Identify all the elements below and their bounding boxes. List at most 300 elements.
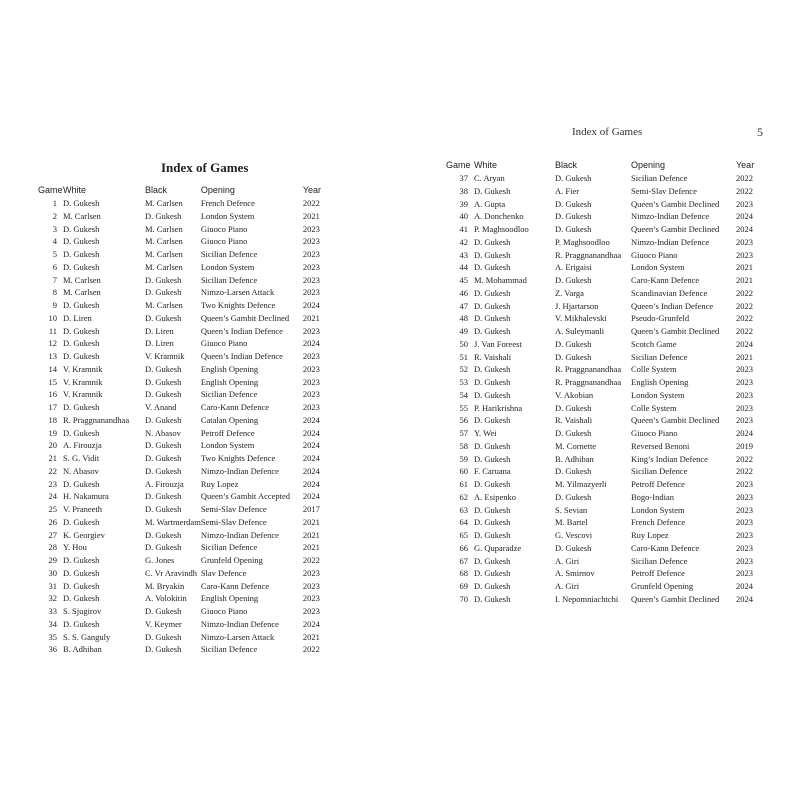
table-row — [446, 236, 764, 249]
white-player-cell: D. Gukesh — [474, 440, 511, 451]
year-cell: 2022 — [736, 326, 753, 336]
black-player-cell: V. Mikhalevski — [555, 313, 607, 324]
black-player-cell: M. Carlsen — [145, 249, 183, 259]
game-number-cell: 7 — [52, 274, 57, 285]
opening-cell: Scandinavian Defence — [631, 287, 708, 298]
white-player-cell: D. Gukesh — [63, 402, 100, 412]
table-row — [446, 312, 764, 325]
opening-cell: Caro-Kann Defence — [631, 542, 700, 553]
white-player-cell: D. Gukesh — [63, 223, 100, 234]
black-player-cell: D. Gukesh — [555, 275, 592, 285]
game-number-cell: 16 — [48, 389, 57, 400]
white-player-cell: D. Gukesh — [63, 338, 100, 349]
opening-cell: London System — [631, 389, 685, 400]
black-player-cell: R. Praggnanandhaa — [555, 249, 622, 260]
opening-cell: English Opening — [200, 376, 259, 387]
year-cell: 2023 — [302, 249, 320, 259]
year-cell: 2023 — [736, 236, 753, 247]
black-player-cell: D. Gukesh — [145, 491, 182, 502]
games-table-left-body — [38, 197, 331, 656]
opening-cell: Colle System — [631, 402, 677, 413]
year-cell: 2023 — [302, 236, 320, 247]
opening-cell: Grunfeld Opening — [631, 581, 694, 591]
game-number-cell: 37 — [459, 173, 468, 183]
black-player-cell: D. Gukesh — [145, 440, 182, 451]
opening-cell: Scotch Game — [631, 338, 677, 349]
year-cell: 2023 — [302, 389, 320, 400]
year-cell: 2023 — [302, 287, 320, 298]
table-row — [446, 453, 764, 466]
table-row — [38, 286, 331, 299]
table-row — [446, 414, 764, 427]
table-row — [446, 172, 764, 185]
white-player-cell: B. Adhiban — [63, 644, 102, 655]
year-cell: 2023 — [736, 504, 753, 515]
year-cell: 2023 — [302, 261, 320, 272]
black-player-cell: M. Carlsen — [145, 223, 183, 234]
black-player-cell: R. Praggnanandhaa — [555, 377, 622, 387]
year-cell: 2024 — [302, 618, 320, 629]
opening-cell: Giuoco Piano — [200, 338, 248, 349]
game-number-cell: 53 — [459, 377, 468, 387]
table-row — [38, 210, 331, 223]
black-player-cell: A. Suleymanli — [555, 326, 605, 336]
white-player-cell: J. Van Foreest — [474, 338, 522, 349]
column-header-game: Game — [446, 160, 471, 170]
white-player-cell: D. Gukesh — [63, 351, 100, 361]
white-player-cell: M. Carlsen — [63, 274, 101, 285]
opening-cell: Ruy Lopez — [631, 530, 669, 540]
year-cell: 2021 — [302, 542, 320, 553]
black-player-cell: D. Gukesh — [555, 211, 592, 222]
game-number-cell: 59 — [459, 453, 468, 464]
column-header-white: White — [63, 185, 87, 195]
black-player-cell: A. Giri — [555, 581, 580, 591]
opening-cell: London System — [200, 210, 255, 221]
opening-cell: Giuoco Piano — [631, 249, 678, 260]
year-cell: 2023 — [302, 567, 320, 578]
year-cell: 2023 — [302, 274, 320, 285]
game-number-cell: 35 — [48, 631, 57, 642]
game-number-cell: 66 — [459, 542, 468, 553]
opening-cell: Giuoco Piano — [631, 428, 678, 438]
column-header-game: Game — [38, 185, 63, 195]
table-row — [446, 249, 764, 262]
table-row — [446, 261, 764, 274]
black-player-cell: D. Gukesh — [145, 529, 182, 540]
year-cell: 2022 — [302, 644, 320, 655]
white-player-cell: Y. Hou — [63, 542, 87, 553]
game-number-cell: 69 — [459, 581, 468, 591]
game-number-cell: 1 — [52, 198, 57, 208]
black-player-cell: D. Gukesh — [555, 173, 592, 183]
table-row — [446, 210, 764, 223]
table-row — [446, 440, 764, 453]
white-player-cell: D. Gukesh — [474, 262, 511, 273]
year-cell: 2024 — [302, 453, 320, 463]
white-player-cell: D. Gukesh — [474, 313, 511, 324]
white-player-cell: D. Gukesh — [63, 555, 100, 565]
white-player-cell: D. Gukesh — [63, 300, 100, 310]
game-number-cell: 46 — [459, 287, 468, 298]
table-row — [446, 185, 764, 198]
table-header-row — [38, 183, 331, 197]
white-player-cell: D. Gukesh — [474, 236, 511, 247]
black-player-cell: D. Gukesh — [145, 504, 182, 514]
black-player-cell: M. Bryakin — [145, 580, 185, 591]
opening-cell: London System — [631, 504, 685, 515]
year-cell: 2021 — [736, 275, 753, 285]
game-number-cell: 49 — [459, 326, 468, 336]
year-cell: 2024 — [302, 478, 320, 489]
white-player-cell: D. Gukesh — [474, 517, 511, 528]
game-number-cell: 24 — [48, 491, 57, 502]
table-row — [446, 542, 764, 555]
white-player-cell: N. Abasov — [63, 465, 99, 476]
opening-cell: Semi-Slav Defence — [631, 185, 697, 196]
opening-cell: Nimzo-Indian Defence — [200, 618, 279, 629]
white-player-cell: D. Gukesh — [63, 427, 100, 438]
games-table-right — [446, 158, 764, 606]
white-player-cell: D. Gukesh — [63, 198, 100, 208]
table-row — [446, 427, 764, 440]
opening-cell: Sicilian Defence — [631, 555, 688, 566]
year-cell: 2024 — [736, 211, 753, 222]
game-number-cell: 48 — [459, 313, 468, 324]
game-number-cell: 44 — [459, 262, 468, 273]
table-row — [38, 490, 331, 503]
game-number-cell: 11 — [48, 325, 57, 336]
table-row — [446, 478, 764, 491]
year-cell: 2021 — [302, 210, 320, 221]
table-row — [38, 465, 331, 478]
black-player-cell: D. Gukesh — [145, 312, 182, 323]
white-player-cell: D. Liren — [63, 312, 92, 323]
black-player-cell: A. Giri — [555, 555, 580, 566]
opening-cell: London System — [200, 440, 255, 451]
game-number-cell: 40 — [459, 211, 468, 222]
game-number-cell: 22 — [48, 465, 57, 476]
opening-cell: Pseudo-Grunfeld — [631, 313, 690, 324]
white-player-cell: D. Gukesh — [474, 568, 511, 579]
year-cell: 2021 — [302, 529, 320, 540]
year-cell: 2022 — [736, 466, 753, 477]
year-cell: 2024 — [302, 300, 320, 310]
black-player-cell: D. Gukesh — [555, 198, 592, 209]
opening-cell: Sicilian Defence — [200, 274, 258, 285]
game-number-cell: 25 — [48, 504, 57, 514]
black-player-cell: G. Vescovi — [555, 530, 593, 540]
white-player-cell: D. Gukesh — [474, 479, 511, 489]
black-player-cell: R. Praggnanandhaa — [555, 364, 622, 375]
game-number-cell: 56 — [459, 415, 468, 426]
white-player-cell: D. Gukesh — [63, 567, 100, 578]
opening-cell: Nimzo-Indian Defence — [631, 211, 710, 222]
black-player-cell: M. Carlsen — [145, 300, 183, 310]
white-player-cell: D. Gukesh — [63, 478, 100, 489]
black-player-cell: M. Carlsen — [145, 198, 183, 208]
white-player-cell: A. Firouzja — [63, 440, 102, 451]
table-row — [38, 261, 331, 274]
game-number-cell: 58 — [459, 440, 468, 451]
opening-cell: Queen’s Gambit Declined — [631, 198, 720, 209]
game-number-cell: 34 — [48, 618, 57, 629]
year-cell: 2024 — [302, 465, 320, 476]
year-cell: 2023 — [736, 249, 753, 260]
opening-cell: Queen’s Gambit Declined — [631, 415, 720, 426]
white-player-cell: D. Gukesh — [63, 516, 100, 527]
table-row — [446, 491, 764, 504]
table-row — [38, 618, 331, 631]
white-player-cell: D. Gukesh — [474, 185, 511, 196]
year-cell: 2023 — [302, 402, 320, 412]
table-row — [38, 516, 331, 529]
year-cell: 2023 — [736, 364, 753, 375]
game-number-cell: 70 — [459, 593, 468, 604]
table-row — [38, 235, 331, 248]
table-row — [446, 325, 764, 338]
opening-cell: Sicilian Defence — [200, 389, 258, 400]
white-player-cell: D. Gukesh — [63, 593, 100, 604]
year-cell: 2022 — [736, 173, 753, 183]
black-player-cell: I. Nepomniachtchi — [555, 593, 619, 604]
year-cell: 2024 — [736, 338, 753, 349]
white-player-cell: V. Kramnik — [63, 363, 103, 374]
black-player-cell: D. Gukesh — [555, 466, 592, 477]
black-player-cell: M. Wartmerdam — [145, 516, 201, 527]
game-number-cell: 55 — [459, 402, 468, 413]
white-player-cell: A. Gupta — [474, 198, 506, 209]
table-row — [446, 274, 764, 287]
white-player-cell: H. Nakamura — [63, 491, 109, 502]
opening-cell: Two Knights Defence — [200, 300, 276, 310]
table-row — [446, 363, 764, 376]
game-number-cell: 23 — [48, 478, 57, 489]
opening-cell: Giuoco Piano — [200, 606, 248, 616]
year-cell: 2024 — [302, 440, 320, 451]
game-number-cell: 50 — [459, 338, 468, 349]
opening-cell: Queen’s Indian Defence — [631, 300, 714, 311]
black-player-cell: D. Gukesh — [145, 453, 182, 463]
game-number-cell: 36 — [48, 644, 57, 655]
white-player-cell: V. Kramnik — [63, 389, 103, 400]
white-player-cell: P. Harikrishna — [474, 402, 523, 413]
table-row — [446, 402, 764, 415]
black-player-cell: B. Adhiban — [555, 453, 594, 464]
opening-cell: Sicilian Defence — [200, 249, 258, 259]
white-player-cell: D. Gukesh — [63, 325, 100, 336]
year-cell: 2023 — [302, 363, 320, 374]
table-row — [38, 401, 331, 414]
white-player-cell: D. Gukesh — [63, 580, 100, 591]
table-row — [38, 452, 331, 465]
game-number-cell: 4 — [52, 236, 57, 247]
year-cell: 2021 — [302, 631, 320, 642]
black-player-cell: V. Anand — [145, 402, 177, 412]
white-player-cell: D. Gukesh — [63, 249, 100, 259]
opening-cell: Semi-Slav Defence — [200, 516, 267, 527]
year-cell: 2022 — [302, 198, 320, 208]
column-header-opening: Opening — [200, 185, 235, 195]
black-player-cell: V. Keymer — [145, 618, 182, 629]
opening-cell: Caro-Kann Defence — [200, 580, 270, 591]
game-number-cell: 57 — [459, 428, 468, 438]
table-row — [38, 567, 331, 580]
column-header-black: Black — [555, 160, 578, 170]
table-row — [38, 554, 331, 567]
black-player-cell: D. Gukesh — [555, 338, 592, 349]
game-number-cell: 19 — [48, 427, 57, 438]
white-player-cell: P. Maghsoodloo — [474, 224, 529, 234]
black-player-cell: D. Gukesh — [145, 465, 182, 476]
table-row — [38, 299, 331, 312]
black-player-cell: D. Gukesh — [145, 414, 182, 425]
black-player-cell: M. Yilmazyerli — [555, 479, 607, 489]
game-number-cell: 41 — [459, 224, 468, 234]
white-player-cell: D. Gukesh — [474, 364, 511, 375]
table-row — [38, 631, 331, 644]
white-player-cell: D. Gukesh — [474, 453, 511, 464]
black-player-cell: D. Gukesh — [555, 351, 592, 362]
white-player-cell: K. Georgiev — [63, 529, 105, 540]
game-number-cell: 52 — [459, 364, 468, 375]
game-number-cell: 8 — [52, 287, 57, 298]
year-cell: 2022 — [736, 300, 753, 311]
game-number-cell: 32 — [48, 593, 57, 604]
game-number-cell: 28 — [48, 542, 57, 553]
year-cell: 2023 — [736, 377, 753, 387]
white-player-cell: A. Donchenko — [474, 211, 524, 222]
black-player-cell: D. Gukesh — [555, 491, 592, 502]
table-row — [38, 478, 331, 491]
year-cell: 2023 — [302, 351, 320, 361]
year-cell: 2024 — [736, 224, 753, 234]
table-row — [38, 312, 331, 325]
opening-cell: Petroff Defence — [200, 427, 255, 438]
table-row — [38, 363, 331, 376]
white-player-cell: D. Gukesh — [474, 593, 511, 604]
opening-cell: French Defence — [631, 517, 686, 528]
game-number-cell: 47 — [459, 300, 468, 311]
game-number-cell: 61 — [459, 479, 468, 489]
year-cell: 2021 — [736, 262, 753, 273]
white-player-cell: D. Gukesh — [474, 581, 511, 591]
game-number-cell: 51 — [459, 351, 468, 362]
opening-cell: Sicilian Defence — [631, 173, 688, 183]
table-row — [38, 580, 331, 593]
table-row — [446, 465, 764, 478]
game-number-cell: 3 — [52, 223, 57, 234]
opening-cell: Nimzo-Indian Defence — [200, 465, 279, 476]
table-row — [38, 503, 331, 516]
table-row — [38, 414, 331, 427]
game-number-cell: 5 — [52, 249, 57, 259]
table-row — [446, 389, 764, 402]
white-player-cell: D. Gukesh — [474, 300, 511, 311]
table-row — [446, 300, 764, 313]
black-player-cell: D. Gukesh — [145, 376, 182, 387]
table-row — [446, 593, 764, 606]
game-number-cell: 18 — [48, 414, 57, 425]
opening-cell: French Defence — [200, 198, 255, 208]
game-number-cell: 15 — [48, 376, 57, 387]
white-player-cell: S. S. Ganguly — [63, 631, 111, 642]
column-header-black: Black — [145, 185, 168, 195]
game-number-cell: 45 — [459, 275, 468, 285]
white-player-cell: D. Gukesh — [63, 236, 100, 247]
white-player-cell: D. Gukesh — [474, 389, 511, 400]
year-cell: 2022 — [736, 453, 753, 464]
year-cell: 2023 — [736, 530, 753, 540]
table-row — [446, 198, 764, 211]
opening-cell: Catalan Opening — [200, 414, 259, 425]
year-cell: 2022 — [736, 185, 753, 196]
games-table-right-body — [446, 172, 764, 606]
game-number-cell: 12 — [48, 338, 57, 349]
opening-cell: Reversed Benoni — [631, 440, 690, 451]
white-player-cell: M. Carlsen — [63, 287, 101, 298]
opening-cell: Ruy Lopez — [200, 478, 239, 489]
opening-cell: Caro-Kann Defence — [631, 275, 700, 285]
white-player-cell: A. Esipenko — [474, 491, 517, 502]
white-player-cell: D. Gukesh — [63, 261, 100, 272]
opening-cell: Slav Defence — [200, 567, 247, 578]
opening-cell: Queen’s Indian Defence — [200, 325, 283, 336]
white-player-cell: C. Aryan — [474, 173, 505, 183]
opening-cell: Petroff Defence — [631, 568, 685, 579]
table-row — [38, 248, 331, 261]
black-player-cell: J. Hjartarson — [555, 300, 599, 311]
opening-cell: English Opening — [200, 593, 259, 604]
year-cell: 2023 — [736, 517, 753, 528]
game-number-cell: 13 — [48, 351, 57, 361]
table-row — [446, 376, 764, 389]
game-number-cell: 21 — [48, 453, 57, 463]
table-row — [38, 197, 331, 210]
game-number-cell: 31 — [48, 580, 57, 591]
white-player-cell: S. Sjugirov — [63, 606, 102, 616]
opening-cell: Petroff Defence — [631, 479, 685, 489]
year-cell: 2023 — [736, 491, 753, 502]
black-player-cell: D. Gukesh — [145, 631, 182, 642]
game-number-cell: 64 — [459, 517, 468, 528]
opening-cell: Sicilian Defence — [631, 466, 688, 477]
white-player-cell: D. Gukesh — [474, 326, 511, 336]
game-number-cell: 42 — [459, 236, 468, 247]
game-number-cell: 26 — [48, 516, 57, 527]
black-player-cell: D. Liren — [145, 325, 174, 336]
table-row — [446, 351, 764, 364]
white-player-cell: Y. Wei — [474, 428, 497, 438]
black-player-cell: P. Maghsoodloo — [555, 236, 610, 247]
opening-cell: English Opening — [200, 363, 259, 374]
index-title: Index of Games — [161, 160, 249, 175]
game-number-cell: 33 — [48, 606, 57, 616]
game-number-cell: 30 — [48, 567, 57, 578]
black-player-cell: D. Gukesh — [555, 402, 592, 413]
opening-cell: Queen’s Indian Defence — [200, 351, 283, 361]
black-player-cell: D. Liren — [145, 338, 174, 349]
column-header-year: Year — [736, 160, 755, 170]
black-player-cell: V. Akobian — [555, 389, 594, 400]
opening-cell: Queen’s Gambit Declined — [631, 326, 720, 336]
black-player-cell: M. Bartel — [555, 517, 588, 528]
game-number-cell: 10 — [48, 312, 57, 323]
opening-cell: King’s Indian Defence — [631, 453, 708, 464]
table-row — [446, 580, 764, 593]
game-number-cell: 17 — [48, 402, 57, 412]
white-player-cell: D. Gukesh — [474, 415, 511, 426]
